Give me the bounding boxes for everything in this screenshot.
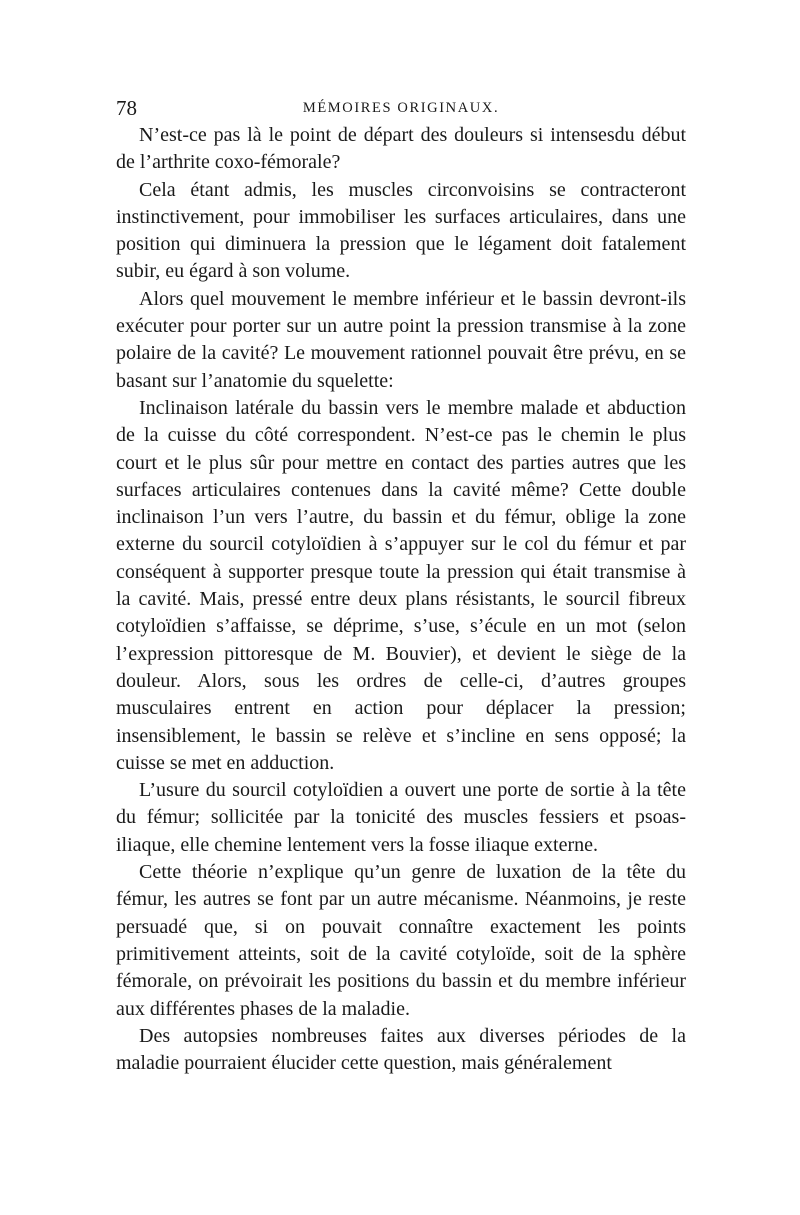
paragraph: Inclinaison latérale du bassin vers le membre malade et abduction de la cuisse du côté correspondent. N’est-ce pas le chemin le plus court et le plus sûr pour mettre en contact des parties autres que les surfaces articulaires contenues dans la cavité même? Cette double inclinaison l’un vers l’autre, du bassin et du fémur, oblige la zone externe du sourcil cotyloïdien à s’appuyer sur le col du fémur et par conséquent à supporter presque toute la pression qui était transmise à la cavité. Mais, pressé entre deux plans résistants, le sourcil fibreux cotyloïdien s’affaisse, se déprime, s’use, s’écule en un mot (selon l’expression pittoresque de M. Bouvier), et devient le siège de la douleur. Alors, sous les ordres de celle-ci, d’autres groupes musculaires entrent en action pour déplacer la pression; insensiblement, le bassin se relève et s’incline en sens opposé; la cuisse se met en adduction. <box>116 396 686 774</box>
paragraph: Des autopsies nombreuses faites aux diverses périodes de la maladie pourraient élucider cette question, mais généralement <box>116 1024 686 1075</box>
running-head <box>116 92 686 122</box>
paragraph: Cela étant admis, les muscles circonvoisins se contracteront instinctivement, pour immobiliser les surfaces articulaires, dans une position qui diminuera la pression que le légament doit fatalement subir, eu égard à son volume. <box>116 178 686 283</box>
paragraph: Cette théorie n’explique qu’un genre de luxation de la tête du fémur, les autres se font par un autre mécanisme. Néanmoins, je reste persuadé que, si on pouvait connaître exactement les points primitivement atteints, soit de la cavité cotyloïde, soit de la sphère fémorale, on prévoirait les positions du bassin et du membre inférieur aux différentes phases de la maladie. <box>116 861 686 1020</box>
page-number: 78 <box>116 96 137 120</box>
paragraph: N’est-ce pas là le point de départ des douleurs si intensesdu début de l’arthrite coxo-fémorale? <box>116 124 686 174</box>
paragraph: L’usure du sourcil cotyloïdien a ouvert une porte de sortie à la tête du fémur; sollicitée par la tonicité des muscles fessiers et psoas-iliaque, elle chemine lentement vers la fosse iliaque externe. <box>116 779 686 856</box>
running-title: MÉMOIRES ORIGINAUX. <box>302 100 500 116</box>
book-page <box>116 92 686 1077</box>
paragraph: Alors quel mouvement le membre inférieur et le bassin devront-ils exécuter pour porter sur un autre point la pression transmise à la zone polaire de la cavité? Le mouvement rationnel pouvait être prévu, en se basant sur l’anatomie du squelette: <box>116 287 686 392</box>
body-text <box>116 122 686 1077</box>
